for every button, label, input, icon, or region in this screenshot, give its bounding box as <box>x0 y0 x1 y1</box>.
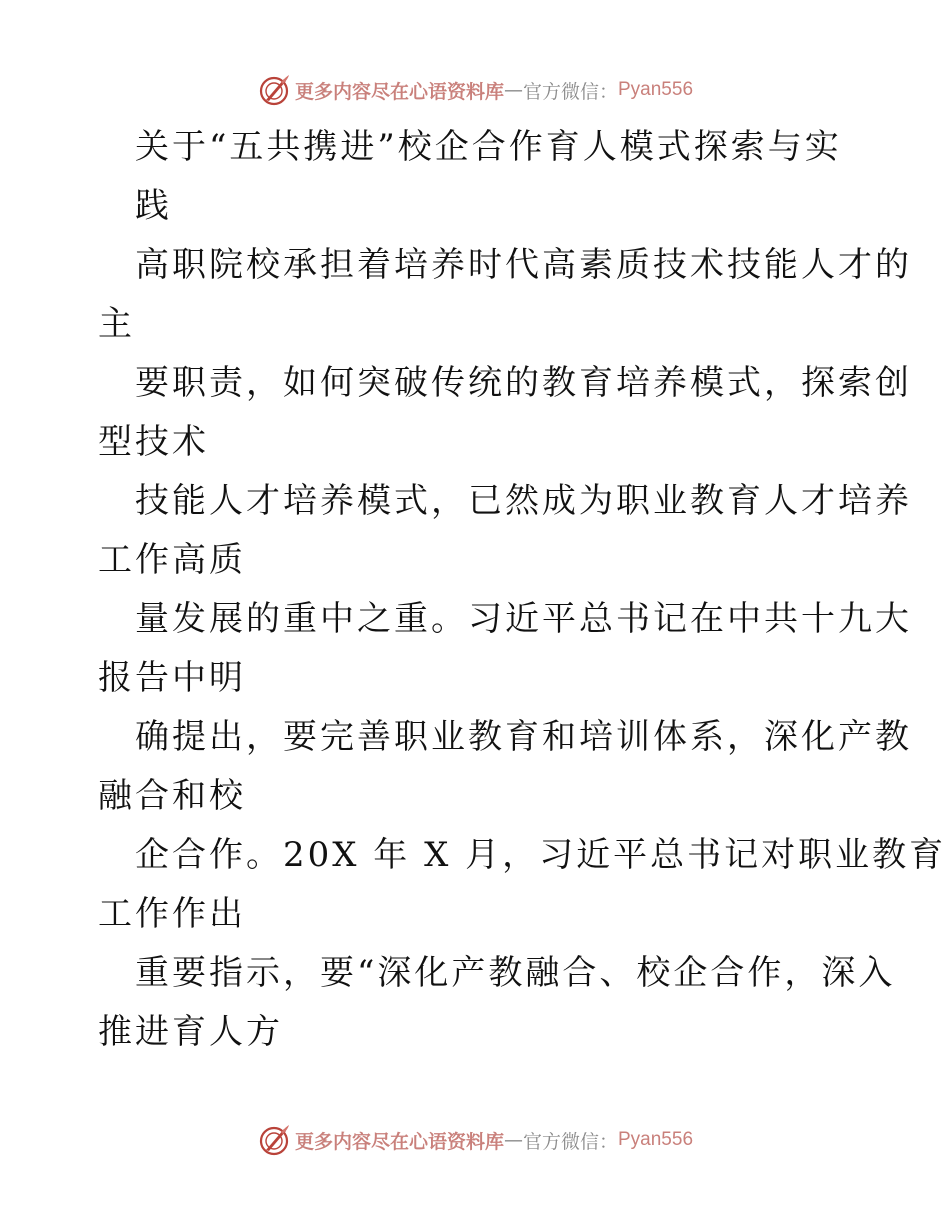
footer-banner <box>0 1120 950 1160</box>
footer-separator: — <box>503 1129 523 1151</box>
header-separator: — <box>503 79 523 101</box>
header-banner <box>0 70 950 110</box>
paragraph-line: 确提出，要完善职业教育和培训体系，深化产教 <box>135 717 912 757</box>
header-wechat-label: 官方微信： <box>522 80 618 103</box>
paragraph-line: 型技术 <box>98 422 209 462</box>
document-body <box>98 118 947 1062</box>
paragraph-line: 要职责，如何突破传统的教育培养模式，探索创 <box>135 363 912 403</box>
document-title-line-1: 关于“五共携进”校企合作育人模式探索与实 <box>135 127 842 167</box>
paragraph-line: 技能人才培养模式，已然成为职业教育人才培养 <box>135 481 912 521</box>
paragraph-line: 企合作。20X 年 X 月，习近平总书记对职业教育 <box>135 835 947 875</box>
paragraph-line: 报告中明 <box>98 658 246 698</box>
header-site-text: 更多内容尽在心语资料库 <box>294 80 504 103</box>
paragraph-line: 推进育人方 <box>98 1012 283 1052</box>
paragraph-line: 重要指示，要“深化产教融合、校企合作，深入 <box>135 953 896 993</box>
header-wechat-id: Pyan556 <box>618 79 694 100</box>
paragraph-line: 工作高质 <box>98 540 246 580</box>
paragraph-line: 主 <box>98 304 135 344</box>
footer-site-text: 更多内容尽在心语资料库 <box>294 1130 504 1153</box>
paragraph-line: 工作作出 <box>98 894 246 934</box>
footer-wechat-label: 官方微信： <box>522 1130 618 1153</box>
paragraph-line: 量发展的重中之重。习近平总书记在中共十九大 <box>135 599 912 639</box>
paragraph-line: 高职院校承担着培养时代高素质技术技能人才的 <box>135 245 912 285</box>
footer-wechat-id: Pyan556 <box>618 1129 694 1150</box>
paragraph-line: 融合和校 <box>98 776 246 816</box>
quill-pen-logo-icon <box>257 1123 291 1157</box>
quill-pen-logo-icon <box>257 73 291 107</box>
document-title-line-2: 践 <box>135 186 172 226</box>
